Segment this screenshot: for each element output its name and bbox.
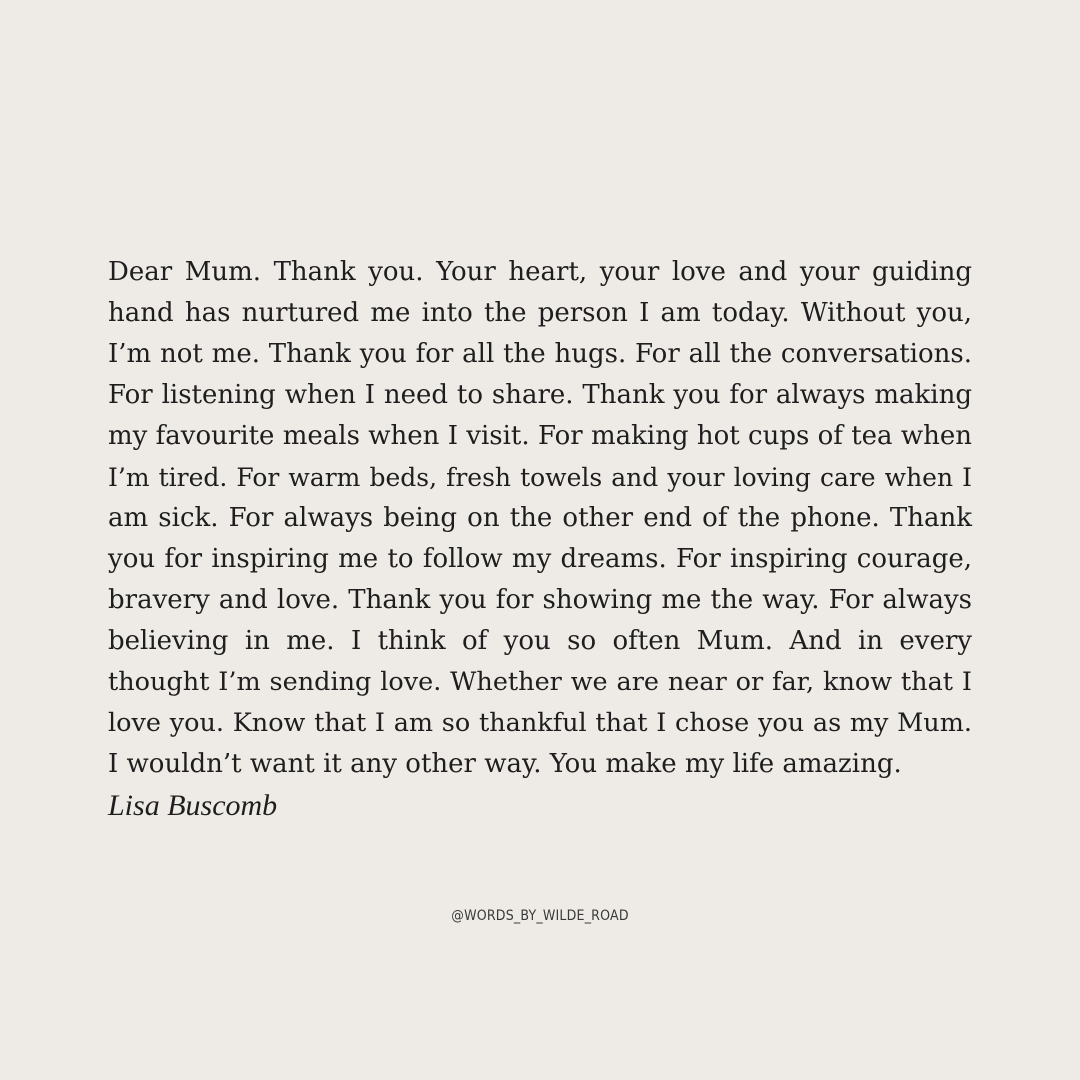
letter-line: you for inspiring me to follow my dreams. For inspiring courage, — [108, 544, 972, 574]
letter-line: hand has nurtured me into the person I am today. Without you, — [108, 298, 972, 328]
social-handle: @WORDS_BY_WILDE_ROAD — [451, 908, 629, 924]
author-name: Lisa Buscomb — [108, 789, 278, 822]
letter-line: bravery and love. Thank you for showing me the way. For always — [108, 585, 972, 615]
letter-line: I’m tired. For warm beds, fresh towels and your loving care when I — [108, 463, 972, 492]
letter-line: my favourite meals when I visit. For making hot cups of tea when — [108, 421, 972, 451]
letter-line: love you. Know that I am so thankful that I chose you as my Mum. — [108, 708, 972, 738]
letter-body — [108, 252, 972, 826]
letter-line: am sick. For always being on the other end of the phone. Thank — [108, 503, 972, 533]
letter-line: For listening when I need to share. Thank you for always making — [108, 380, 972, 410]
letter-line: thought I’m sending love. Whether we are near or far, know that I — [108, 667, 972, 697]
letter-line: I wouldn’t want it any other way. You make my life amazing. — [108, 749, 902, 779]
letter-line: Dear Mum. Thank you. Your heart, your love and your guiding — [108, 257, 972, 287]
letter-line: believing in me. I think of you so often Mum. And in every — [108, 626, 972, 656]
letter-line: I’m not me. Thank you for all the hugs. For all the conversations. — [108, 339, 972, 369]
